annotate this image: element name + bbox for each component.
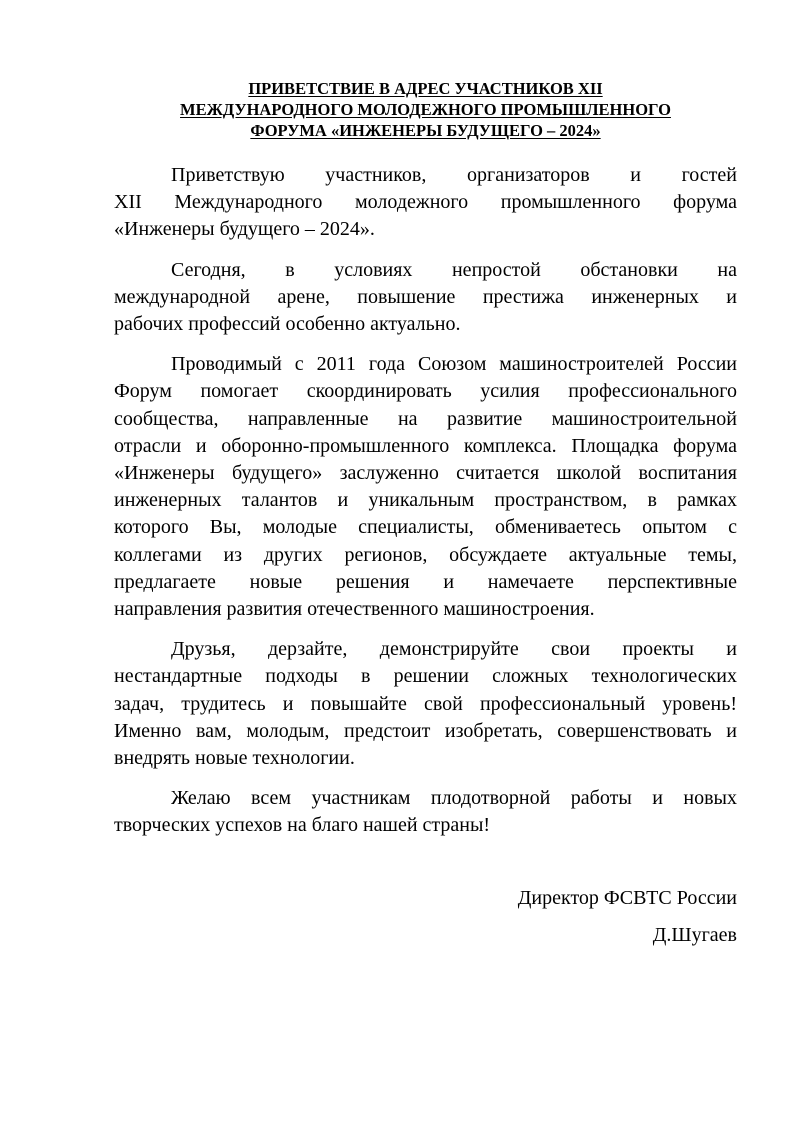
text-line: Проводимый с 2011 года Союзом машиностроителей России: [171, 353, 737, 376]
paragraph-appeal: [114, 636, 737, 772]
text-line: творческих успехов на благо нашей страны!: [114, 814, 491, 837]
signature-position: Директор ФСВТС России: [517, 887, 737, 909]
text-line: XII Международного молодежного промышленного форума: [114, 191, 737, 214]
paragraph-context: [114, 257, 737, 339]
text-line: Сегодня, в условиях непростой обстановки на: [171, 258, 737, 281]
text-line: задач, трудитесь и повышайте свой профессиональный уровень!: [114, 692, 737, 715]
title-line: ПРИВЕТСТВИЕ В АДРЕС УЧАСТНИКОВ XII: [248, 79, 603, 98]
text-line: которого Вы, молодые специалисты, обмениваетесь опытом с: [114, 516, 737, 539]
text-line: Друзья, дерзайте, демонстрируйте свои проекты и: [171, 638, 737, 661]
title-line: МЕЖДУНАРОДНОГО МОЛОДЕЖНОГО ПРОМЫШЛЕННОГО: [180, 100, 671, 119]
signature-block: [114, 885, 737, 949]
text-line: Желаю всем участникам плодотворной работы и новых: [171, 787, 737, 810]
text-line: Форум помогает скоординировать усилия профессионального: [114, 380, 737, 403]
paragraph-greeting: [114, 162, 737, 244]
text-line: нестандартные подходы в решении сложных технологических: [114, 665, 737, 688]
text-line: предлагаете новые решения и намечаете перспективные: [114, 570, 737, 593]
document-body: [114, 162, 737, 853]
paragraph-forum: [114, 351, 737, 623]
text-line: инженерных талантов и уникальным пространством, в рамках: [114, 489, 737, 512]
signature-name: Д.Шугаев: [652, 924, 737, 946]
document-title: [114, 78, 737, 141]
text-line: международной арене, повышение престижа инженерных и: [114, 285, 737, 308]
text-line: «Инженеры будущего – 2024».: [114, 218, 375, 241]
text-line: направления развития отечественного машиностроения.: [114, 598, 595, 621]
text-line: отрасли и оборонно-промышленного комплекса. Площадка форума: [114, 434, 737, 457]
title-line: ФОРУМА «ИНЖЕНЕРЫ БУДУЩЕГО – 2024»: [250, 121, 601, 140]
text-line: сообщества, направленные на развитие машиностроительной: [114, 407, 737, 430]
text-line: внедрять новые технологии.: [114, 747, 355, 770]
text-line: Именно вам, молодым, предстоит изобретать, совершенствовать и: [114, 719, 737, 742]
text-line: Приветствую участников, организаторов и гостей: [171, 164, 737, 186]
text-line: рабочих профессий особенно актуально.: [114, 313, 461, 336]
paragraph-wishes: [114, 785, 737, 839]
text-line: коллегами из других регионов, обсуждаете актуальные темы,: [114, 543, 737, 566]
text-line: «Инженеры будущего» заслуженно считается школой воспитания: [114, 462, 737, 485]
